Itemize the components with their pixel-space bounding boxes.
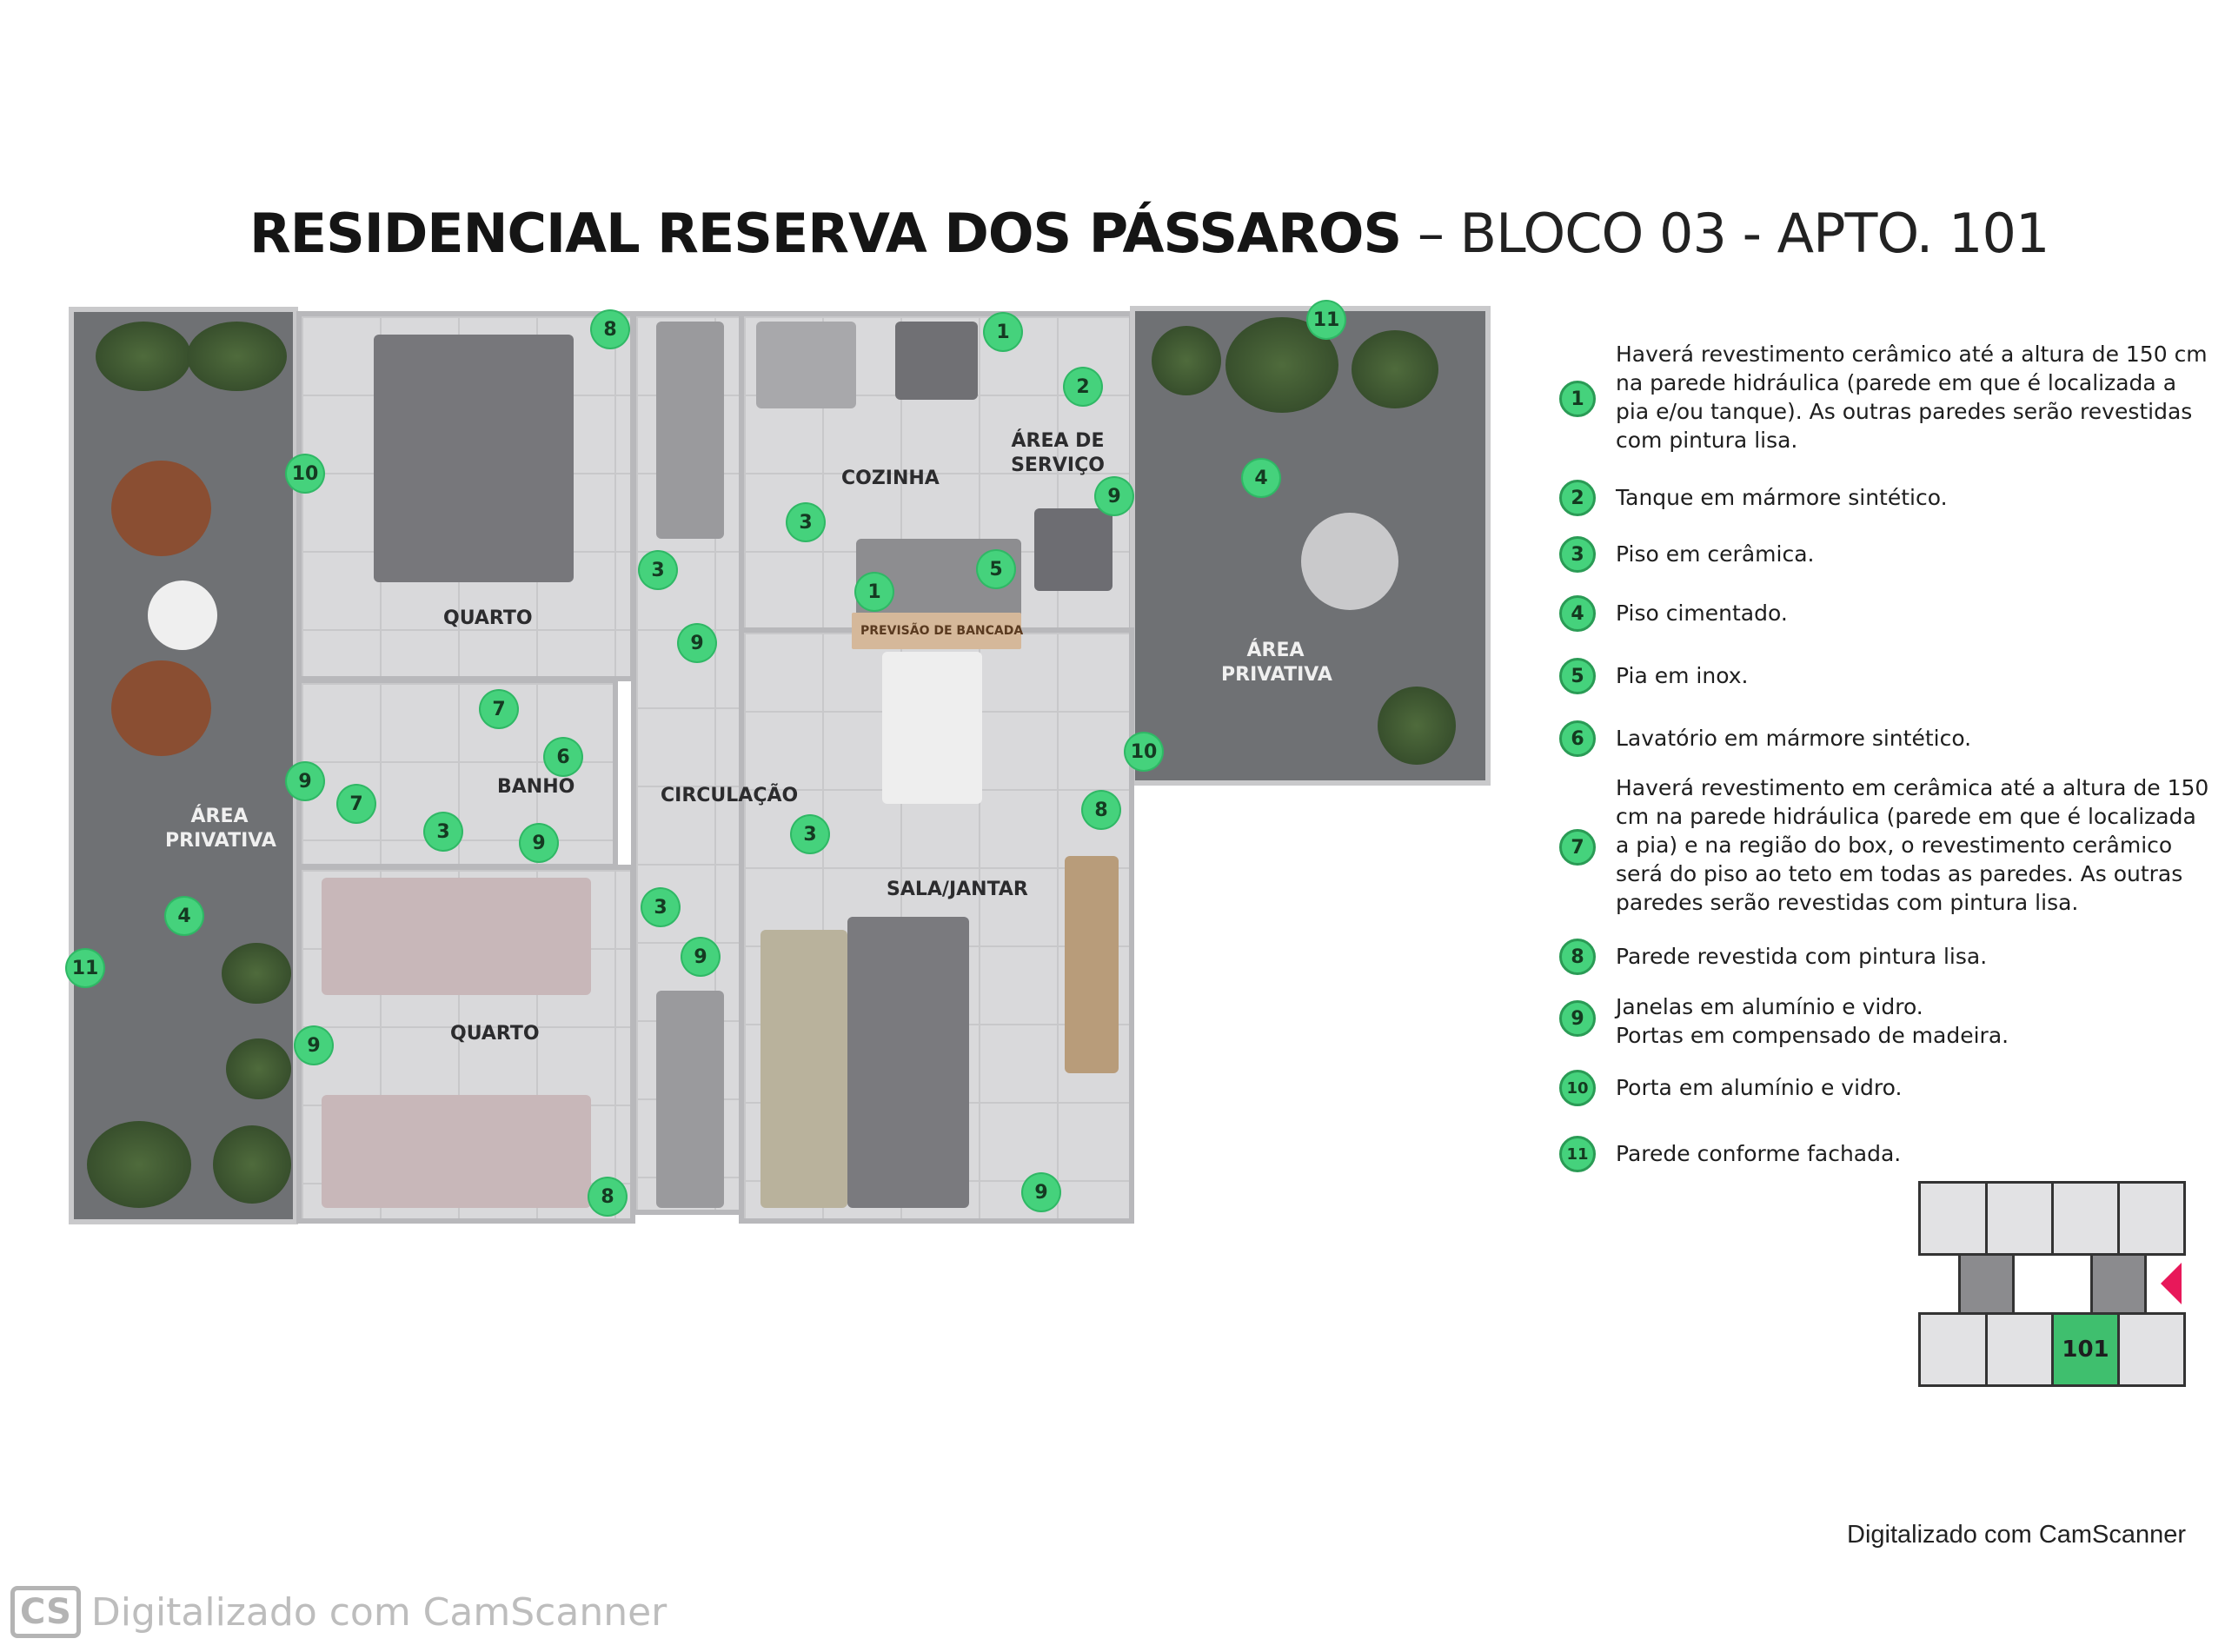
sofa: [760, 930, 847, 1208]
legend-number: 7: [1559, 829, 1596, 866]
stove: [895, 322, 978, 400]
plan-marker: 11: [1308, 302, 1345, 338]
plan-marker: 4: [1243, 460, 1279, 496]
room-label-banho: BANHO: [497, 776, 575, 798]
plan-marker: 9: [287, 763, 323, 799]
legend-text: Piso cimentado.: [1616, 600, 1788, 626]
key-cell: [1985, 1181, 2054, 1256]
room-label-area-servico: ÁREA DE SERVIÇO: [1011, 430, 1105, 476]
plan-marker: 8: [592, 311, 628, 348]
key-cell: [1918, 1312, 1988, 1387]
key-cell: [2117, 1181, 2186, 1256]
plant: [96, 322, 191, 391]
key-cell: [1918, 1181, 1988, 1256]
plan-marker: 9: [1023, 1174, 1059, 1211]
bed: [374, 335, 574, 582]
side-table: [148, 581, 217, 650]
plan-marker: 8: [1083, 792, 1119, 828]
legend-number: 11: [1559, 1136, 1596, 1172]
legend-text: Janelas em alumínio e vidro. Portas em compensado de madeira.: [1616, 994, 2009, 1048]
room-label-quarto-bottom: QUARTO: [450, 1023, 540, 1045]
page-title: RESIDENCIAL RESERVA DOS PÁSSAROS – BLOCO 03 - APTO. 101: [249, 202, 2049, 265]
plant: [213, 1125, 291, 1204]
plan-marker: 7: [481, 691, 517, 727]
legend-number: 9: [1559, 1000, 1596, 1037]
unit-number: 101: [2062, 1337, 2109, 1363]
location-arrow-icon: [2161, 1263, 2182, 1304]
key-cell: [1985, 1312, 2054, 1387]
legend-number: 1: [1559, 381, 1596, 417]
legend-number: 6: [1559, 720, 1596, 757]
armchair: [111, 660, 211, 756]
plant: [1152, 326, 1221, 395]
legend-text: Parede revestida com pintura lisa.: [1616, 944, 1988, 969]
legend-text: Parede conforme fachada.: [1616, 1141, 1902, 1166]
plant: [226, 1038, 291, 1099]
plan-marker: 1: [985, 314, 1021, 350]
plan-marker: 11: [67, 950, 103, 986]
plant: [187, 322, 287, 391]
plan-marker: 3: [425, 813, 462, 850]
room-label-area-privativa-right: ÁREA PRIVATIVA: [1221, 640, 1332, 686]
plan-marker: 2: [1065, 368, 1101, 405]
plant: [87, 1121, 191, 1208]
plan-marker: 6: [545, 739, 581, 775]
legend-text: Lavatório em mármore sintético.: [1616, 726, 1972, 751]
key-core: [2090, 1253, 2147, 1315]
plan-marker: 7: [338, 786, 375, 822]
armchair: [111, 461, 211, 556]
plan-marker: 9: [682, 939, 719, 975]
plan-marker: 9: [679, 625, 715, 661]
room-label-quarto-top: QUARTO: [443, 607, 533, 629]
key-cell-highlight: [2051, 1312, 2120, 1387]
legend-text: Pia em inox.: [1616, 663, 1749, 688]
room-label-circulacao: CIRCULAÇÃO: [661, 785, 799, 806]
bed: [322, 878, 591, 995]
legend-number: 10: [1559, 1070, 1596, 1106]
legend-text: Haverá revestimento cerâmico até a altura de 150 cm na parede hidráulica (parede em que é localizada a pia e/ou tanque). As outras paredes serão revestidas com pintura lisa.: [1616, 342, 2208, 453]
plan-marker: 5: [978, 551, 1014, 587]
room-label-area-privativa-left: ÁREA PRIVATIVA: [165, 806, 276, 852]
washing-machine: [1034, 508, 1112, 591]
legend-number: 2: [1559, 480, 1596, 516]
legend-text: Haverá revestimento em cerâmica até a altura de 150 cm na parede hidráulica (parede em que é localizada a pia) e na região do box, o revestimento cerâmico será do piso ao teto em todas as paredes. As outras paredes serão revestidas com pintura lisa.: [1616, 775, 2209, 915]
plant: [1352, 330, 1438, 408]
outdoor-table: [1301, 513, 1398, 610]
key-cell: [2117, 1312, 2186, 1387]
bed: [322, 1095, 591, 1208]
wardrobe: [656, 991, 724, 1208]
plan-marker: 9: [1096, 478, 1132, 514]
scan-note: Digitalizado com CamScanner: [1847, 1521, 2187, 1549]
plant: [222, 943, 291, 1004]
room-label-cozinha: COZINHA: [841, 468, 940, 489]
key-cell: [2051, 1181, 2120, 1256]
watermark-text: Digitalizado com CamScanner: [90, 1589, 668, 1635]
legend-number: 4: [1559, 595, 1596, 632]
legend-number: 5: [1559, 658, 1596, 694]
legend-text: Piso em cerâmica.: [1616, 541, 1815, 567]
dining-table: [882, 652, 982, 804]
plan-marker: 3: [792, 816, 828, 853]
plan-marker: 10: [287, 455, 323, 492]
legend-text: Porta em alumínio e vidro.: [1616, 1075, 1903, 1100]
plan-marker: 3: [787, 504, 824, 541]
legend-number: 3: [1559, 536, 1596, 573]
bancada-label: PREVISÃO DE BANCADA: [860, 624, 1024, 638]
camscanner-logo-icon: CS: [10, 1586, 81, 1638]
legend-text: Tanque em mármore sintético.: [1616, 485, 1948, 510]
plan-marker: 3: [642, 889, 679, 926]
fridge: [756, 322, 856, 408]
wardrobe: [656, 322, 724, 539]
room-label-sala-jantar: SALA/JANTAR: [887, 879, 1028, 900]
plant: [1378, 687, 1456, 765]
legend-number: 8: [1559, 939, 1596, 975]
plan-marker: 4: [166, 898, 203, 934]
plan-marker: 10: [1126, 733, 1162, 770]
rug: [847, 917, 969, 1208]
plan-marker: 8: [589, 1178, 626, 1215]
plan-marker: 3: [640, 552, 676, 588]
key-core: [1958, 1253, 2015, 1315]
tv-rack: [1065, 856, 1119, 1073]
plan-marker: 9: [521, 825, 557, 861]
plan-marker: 1: [856, 574, 893, 610]
plan-marker: 9: [296, 1027, 332, 1064]
camscanner-watermark: [10, 1586, 667, 1638]
